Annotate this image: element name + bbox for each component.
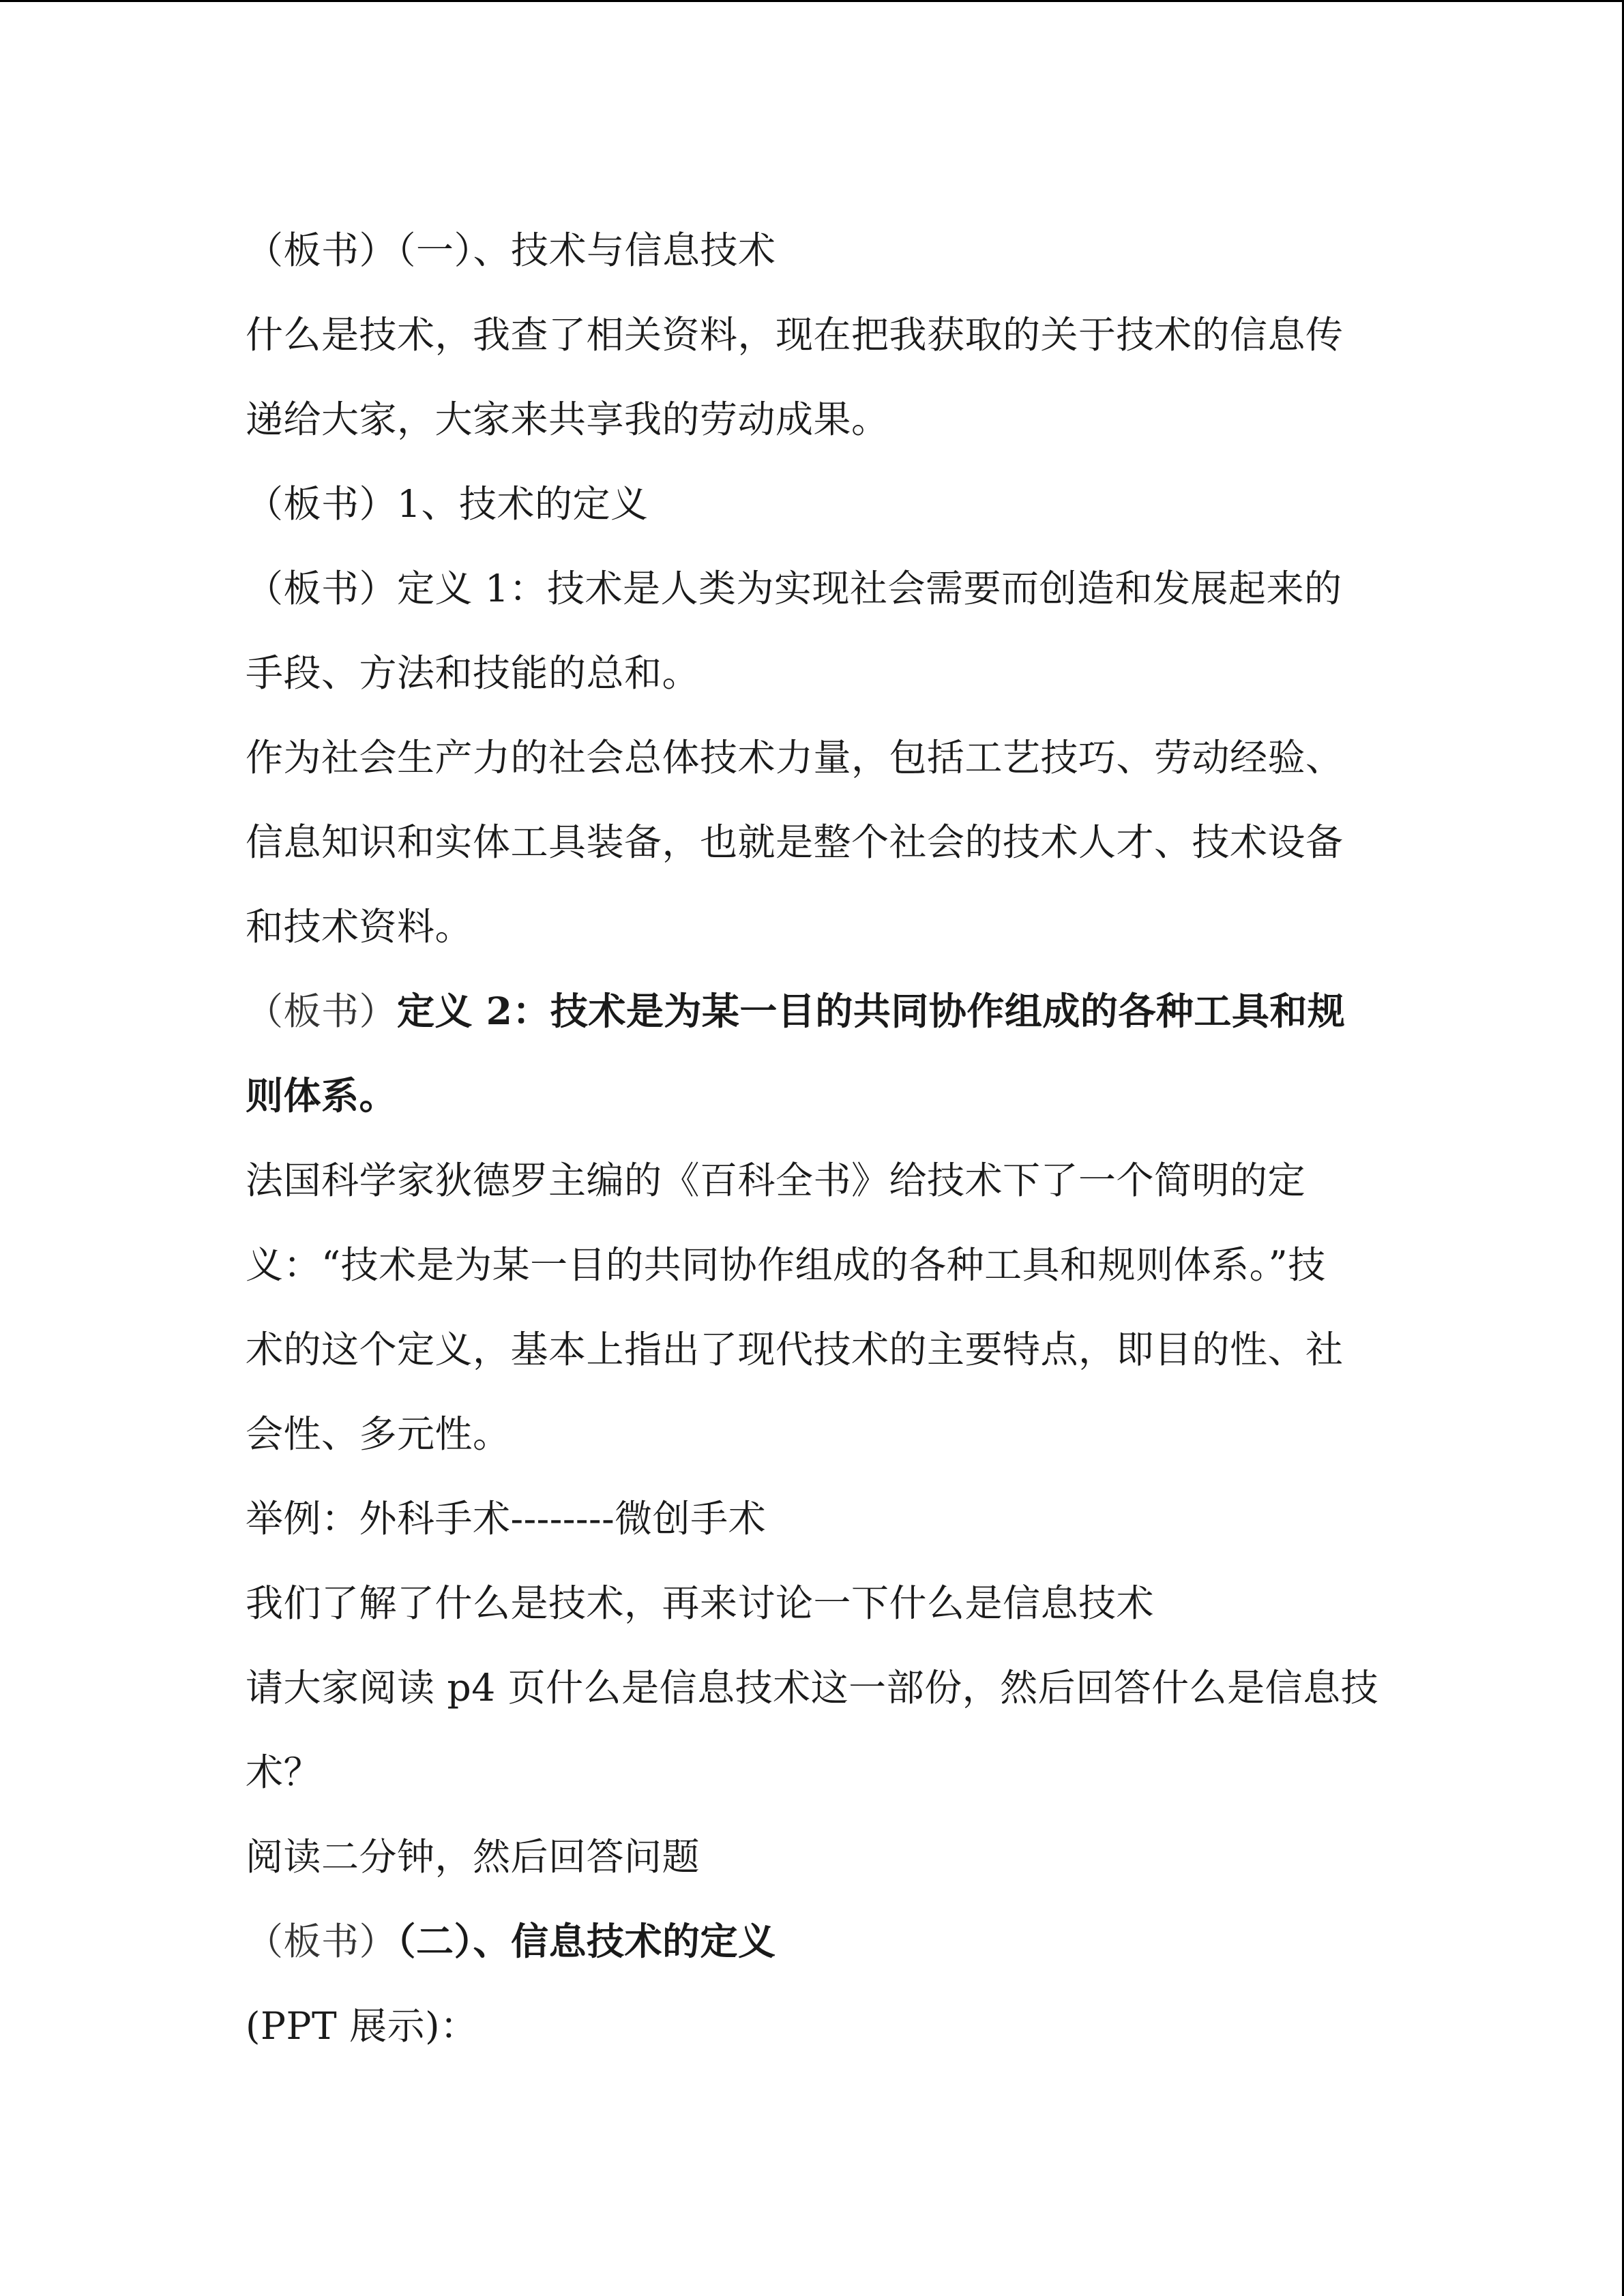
paragraph-line — [246, 715, 1378, 800]
board-note-prefix: （板书） — [246, 989, 398, 1033]
line-text: （板书）（一）、技术与信息技术 — [246, 228, 776, 272]
line-text: 信息知识和实体工具装备，也就是整个社会的技术人才、技术设备 — [246, 820, 1344, 864]
line-text: 义：“技术是为某一目的共同协作组成的各种工具和规则体系。”技 — [246, 1243, 1326, 1287]
line-text: 递给大家，大家来共享我的劳动成果。 — [246, 398, 889, 441]
line-text: 和技术资料。 — [246, 905, 473, 949]
paragraph-line — [246, 884, 1378, 969]
paragraph-line — [246, 1307, 1378, 1392]
line-text: 我们了解了什么是技术，再来讨论一下什么是信息技术 — [246, 1581, 1155, 1625]
line-text: 请大家阅读 p4 页什么是信息技术这一部份，然后回答什么是信息技 — [246, 1666, 1379, 1710]
heading-technology-definition — [246, 462, 1378, 546]
paragraph-line — [246, 1223, 1378, 1307]
line-text: 手段、方法和技能的总和。 — [246, 651, 700, 695]
paragraph-line — [246, 1561, 1378, 1645]
board-note-prefix: （板书） — [246, 1920, 398, 1963]
line-text: （二）、信息技术的定义 — [397, 1919, 776, 1963]
paragraph-line — [246, 1392, 1378, 1476]
definition-1-line — [246, 631, 1378, 715]
heading-technology-and-it — [246, 208, 1378, 293]
paragraph-line — [246, 800, 1378, 884]
heading-it-definition — [246, 1899, 1378, 1984]
line-text: 会性、多元性。 — [246, 1412, 511, 1456]
paragraph-line — [246, 377, 1378, 462]
line-text: (PPT 展示)： — [246, 2004, 478, 2048]
paragraph-line — [246, 1730, 1378, 1815]
definition-1-line — [246, 546, 1378, 631]
document-body — [246, 208, 1378, 2068]
line-text: 法国科学家狄德罗主编的《百科全书》给技术下了一个简明的定 — [246, 1159, 1306, 1202]
ppt-note-line — [246, 1984, 1378, 2068]
line-text: 则体系。 — [246, 1073, 398, 1118]
line-text: 举例：外科手术--------微创手术 — [246, 1497, 767, 1540]
definition-2-line — [246, 1054, 1378, 1138]
line-text: 作为社会生产力的社会总体技术力量，包括工艺技巧、劳动经验、 — [246, 736, 1344, 779]
line-text: 术？ — [246, 1750, 322, 1794]
line-text: （板书）定义 1：技术是人类为实现社会需要而创造和发展起来的 — [246, 567, 1342, 610]
line-text: 术的这个定义，基本上指出了现代技术的主要特点，即目的性、社 — [246, 1328, 1344, 1371]
paragraph-line — [246, 293, 1378, 377]
line-text: 什么是技术，我查了相关资料，现在把我获取的关于技术的信息传 — [246, 313, 1344, 357]
paragraph-line — [246, 1645, 1378, 1730]
line-text: 定义 2：技术是为某一目的共同协作组成的各种工具和规 — [397, 989, 1346, 1033]
paragraph-line — [246, 1138, 1378, 1223]
line-text: 阅读二分钟，然后回答问题 — [246, 1835, 700, 1879]
definition-2-line — [246, 969, 1378, 1054]
paragraph-line — [246, 1815, 1378, 1899]
example-line — [246, 1476, 1378, 1561]
line-text: （板书）1、技术的定义 — [246, 482, 649, 526]
